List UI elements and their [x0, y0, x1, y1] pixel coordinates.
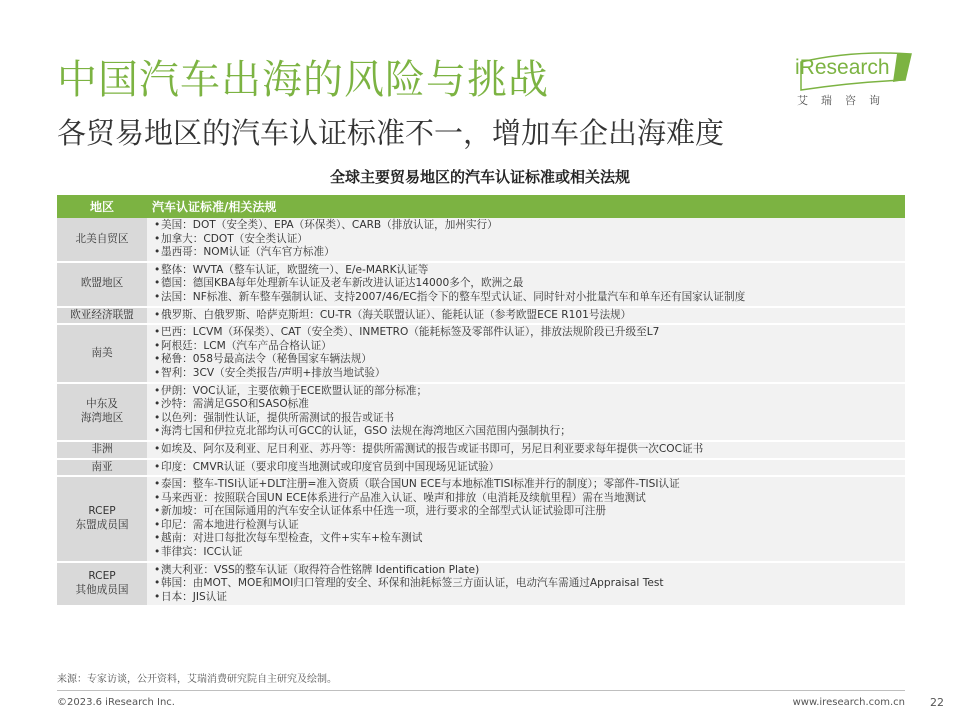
region-cell — [57, 562, 147, 607]
standard-text: 秘鲁：058号最高法令（秘鲁国家车辆法规） — [161, 353, 372, 366]
standard-text: 阿根廷：LCM（汽车产品合格认证） — [161, 339, 332, 352]
standard-text: 沙特：需满足GSO和SASO标准 — [161, 398, 309, 411]
standard-text: 海湾七国和伊拉克北部均认可GCC的认证，GSO 法规在海湾地区六国范围内强制执行； — [161, 425, 571, 438]
bullet-icon: • — [154, 590, 161, 603]
standard-text: 如埃及、阿尔及利亚、尼日利亚、苏丹等：提供所需测试的报告或证书即可，另尼日利亚要求每年提供一次COC证书 — [161, 442, 704, 455]
region-label: 北美自贸区 — [75, 232, 129, 245]
standard-item — [154, 532, 901, 546]
standard-item — [154, 309, 901, 323]
table-title: 全球主要贸易地区的汽车认证标准或相关法规 — [329, 168, 630, 186]
region-label: 中东及 — [86, 398, 118, 411]
standard-text: 德国：德国KBA每年处理新车认证及老车新改进认证达14000多个，欧洲之最 — [161, 277, 524, 290]
region-label: 南亚 — [91, 460, 113, 473]
footer-divider — [57, 690, 905, 691]
bullet-icon: • — [154, 384, 161, 397]
region-cell — [57, 459, 147, 477]
page-subtitle: 各贸易地区的汽车认证标准不一，增加车企出海难度 — [57, 116, 725, 150]
standard-text: 俄罗斯、白俄罗斯、哈萨克斯坦：CU-TR（海关联盟认证）、能耗认证（参考欧盟ECE R101号法规） — [161, 308, 632, 321]
bullet-icon: • — [154, 577, 161, 590]
bullet-icon: • — [154, 246, 161, 259]
logo-wordmark: iResearch — [795, 56, 890, 79]
standard-item — [154, 546, 901, 560]
bullet-icon: • — [154, 308, 161, 321]
page-title: 中国汽车出海的风险与挑战 — [57, 57, 549, 103]
standard-text: 法国：NF标准、新车整车强制认证、支持2007/46/EC指令下的整车型式认证、同时针对小批量汽车和单车还有国家认证制度 — [161, 290, 746, 303]
bullet-icon: • — [154, 460, 161, 473]
region-cell — [57, 218, 147, 262]
region-label: 海湾地区 — [80, 411, 124, 424]
standard-text: 印尼：需本地进行检测与认证 — [161, 518, 299, 531]
bullet-icon: • — [154, 491, 161, 504]
table-row — [57, 324, 905, 382]
bullet-icon: • — [154, 442, 161, 455]
standard-text: 整体：WVTA（整车认证，欧盟统一）、E/e-MARK认证等 — [161, 263, 429, 276]
table-row — [57, 383, 905, 441]
standards-cell — [147, 476, 905, 562]
header-standards: 汽车认证标准/相关法规 — [147, 195, 905, 218]
region-label: 非洲 — [91, 442, 113, 455]
standards-cell — [147, 562, 905, 607]
page-number: 22 — [930, 696, 944, 709]
bullet-icon: • — [154, 263, 161, 276]
bullet-icon: • — [154, 478, 161, 491]
standard-item — [154, 233, 901, 247]
standard-text: 日本：JIS认证 — [161, 590, 227, 603]
standards-cell — [147, 459, 905, 477]
standard-text: 伊朗：VOC认证，主要依赖于ECE欧盟认证的部分标准； — [161, 384, 428, 397]
standard-item — [154, 505, 901, 519]
standard-item — [154, 340, 901, 354]
certification-table — [57, 195, 905, 607]
standards-cell — [147, 307, 905, 325]
standard-text: 新加坡：可在国际通用的汽车安全认证体系中任选一项，进行要求的全部型式认证试验即可注册 — [161, 505, 606, 518]
standards-cell — [147, 383, 905, 441]
standards-cell — [147, 441, 905, 459]
bullet-icon: • — [154, 277, 161, 290]
header-region: 地区 — [57, 195, 147, 218]
table-row — [57, 262, 905, 307]
bullet-icon: • — [154, 232, 161, 245]
website: www.iresearch.com.cn — [792, 697, 905, 708]
table-row — [57, 307, 905, 325]
standard-item — [154, 246, 901, 260]
standard-text: 马来西亚：按照联合国UN ECE体系进行产品准入认证、噪声和排放（电消耗及续航里程）需在当地测试 — [161, 491, 646, 504]
bullet-icon: • — [154, 425, 161, 438]
region-cell — [57, 262, 147, 307]
standard-text: 印度：CMVR认证（要求印度当地测试或印度官员到中国现场见证试验） — [161, 460, 500, 473]
bullet-icon: • — [154, 326, 161, 339]
standard-item — [154, 264, 901, 278]
bullet-icon: • — [154, 398, 161, 411]
region-label: 南美 — [91, 346, 113, 359]
standard-text: 澳大利亚：VSS的整车认证（取得符合性铭牌 Identification Plate) — [161, 563, 480, 576]
table-row — [57, 218, 905, 262]
standard-item — [154, 412, 901, 426]
region-label: RCEP — [88, 570, 116, 583]
standard-item — [154, 291, 901, 305]
region-label: 欧盟地区 — [80, 277, 124, 290]
table-row — [57, 562, 905, 607]
standard-item — [154, 219, 901, 233]
standard-item — [154, 398, 901, 412]
standard-item — [154, 461, 901, 475]
standard-text: 墨西哥：NOM认证（汽车官方标准） — [161, 246, 335, 259]
table-header-row — [57, 195, 905, 218]
standard-item — [154, 519, 901, 533]
standard-text: 美国：DOT（安全类）、EPA（环保类）、CARB（排放认证，加州实行） — [161, 219, 498, 231]
bullet-icon: • — [154, 339, 161, 352]
source-note: 来源：专家访谈，公开资料，艾瑞消费研究院自主研究及绘制。 — [57, 674, 337, 685]
region-cell — [57, 383, 147, 441]
region-cell — [57, 476, 147, 562]
region-cell — [57, 324, 147, 382]
standards-cell — [147, 262, 905, 307]
standards-cell — [147, 324, 905, 382]
region-cell — [57, 441, 147, 459]
standard-item — [154, 492, 901, 506]
bullet-icon: • — [154, 219, 161, 231]
iresearch-logo — [793, 52, 913, 112]
standard-text: 加拿大：CDOT（安全类认证） — [161, 232, 308, 245]
standard-item — [154, 277, 901, 291]
standard-text: 越南：对进口每批次每车型检查，文件+实车+检车测试 — [161, 532, 423, 545]
standard-item — [154, 425, 901, 439]
bullet-icon: • — [154, 505, 161, 518]
region-cell — [57, 307, 147, 325]
bullet-icon: • — [154, 518, 161, 531]
standard-text: 智利：3CV（安全类报告/声明+排放当地试验） — [161, 366, 386, 379]
table-row — [57, 441, 905, 459]
region-label: 东盟成员国 — [75, 518, 129, 531]
bullet-icon: • — [154, 353, 161, 366]
region-label: 欧亚经济联盟 — [70, 308, 134, 321]
bullet-icon: • — [154, 532, 161, 545]
table-row — [57, 459, 905, 477]
bullet-icon: • — [154, 563, 161, 576]
standard-item — [154, 326, 901, 340]
standard-text: 韩国：由MOT、MOE和MOI归口管理的安全、环保和油耗标签三方面认证，电动汽车需通过Appraisal Test — [161, 577, 664, 590]
bullet-icon: • — [154, 366, 161, 379]
standards-cell — [147, 218, 905, 262]
standard-item — [154, 353, 901, 367]
copyright: ©2023.6 iResearch Inc. — [57, 697, 175, 708]
standard-item — [154, 478, 901, 492]
standard-item — [154, 367, 901, 381]
region-label: RCEP — [88, 505, 116, 518]
logo-subtext: 艾瑞咨询 — [797, 94, 893, 107]
region-label: 其他成员国 — [75, 584, 129, 597]
standard-item — [154, 577, 901, 591]
bullet-icon: • — [154, 546, 161, 559]
standard-item — [154, 564, 901, 578]
standard-text: 菲律宾：ICC认证 — [161, 546, 243, 559]
standard-item — [154, 385, 901, 399]
standard-item — [154, 443, 901, 457]
standard-text: 泰国：整车-TISI认证+DLT注册=准入资质（联合国UN ECE与本地标准TISI标准并行的制度）；零部件-TISI认证 — [161, 478, 680, 491]
standard-item — [154, 591, 901, 605]
table-body — [57, 218, 905, 606]
standard-text: 以色列：强制性认证，提供所需测试的报告或证书 — [161, 411, 395, 424]
table-row — [57, 476, 905, 562]
bullet-icon: • — [154, 290, 161, 303]
bullet-icon: • — [154, 411, 161, 424]
standard-text: 巴西：LCVM（环保类）、CAT（安全类）、INMETRO（能耗标签及零部件认证），排放法规阶段已升级至L7 — [161, 326, 660, 339]
